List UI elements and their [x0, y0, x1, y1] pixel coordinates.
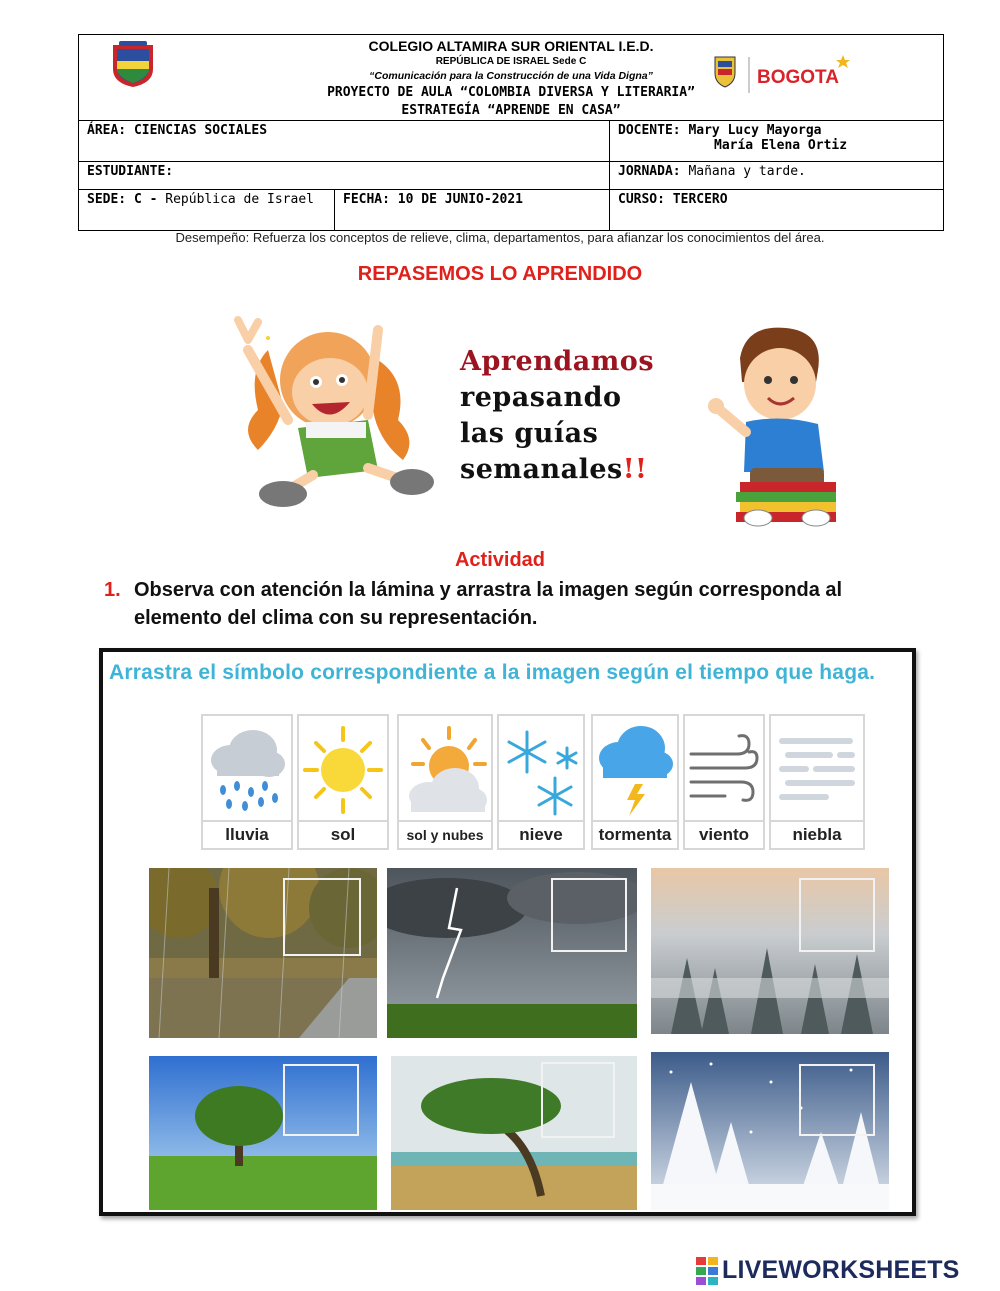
docente-label: DOCENTE: — [618, 123, 681, 138]
activity-frame — [99, 648, 916, 1216]
row-sede-fecha-curso — [79, 190, 943, 230]
estudiante-cell[interactable] — [79, 162, 610, 189]
snowflake-icon — [499, 718, 583, 822]
section-title: REPASEMOS LO APRENDIDO — [357, 263, 643, 285]
project-title: PROYECTO DE AULA “COLOMBIA DIVERSA Y LITERARIA” — [327, 85, 695, 100]
strategy-title: ESTRATEGÍA “APRENDE EN CASA” — [401, 103, 621, 118]
header-school-block — [79, 35, 943, 121]
liveworksheets-logo-icon — [696, 1257, 720, 1285]
header-table — [78, 34, 944, 231]
area-cell — [79, 121, 610, 161]
symbol-card-viento[interactable] — [683, 714, 765, 850]
area-label: ÁREA: — [87, 123, 127, 138]
symbol-label: lluvia — [203, 820, 291, 848]
banner-line-3: las guías — [460, 418, 599, 449]
storm-cloud-icon — [593, 718, 677, 822]
drop-zone-3[interactable] — [799, 878, 875, 952]
sede-value: República de Israel — [165, 192, 314, 207]
area-value: CIENCIAS SOCIALES — [133, 123, 268, 138]
symbol-card-lluvia[interactable] — [201, 714, 293, 850]
photo-snowy-forest — [651, 1052, 889, 1210]
curso-label: CURSO: TERCERO — [618, 192, 728, 207]
banner-line-4: semanales — [460, 454, 623, 485]
photo-sunny-tree — [149, 1056, 377, 1210]
photo-rainy-park — [149, 868, 377, 1038]
docente-name-2: María Elena Ortiz — [714, 138, 848, 153]
school-motto: “Comunicación para la Construcción de una Vida Digna” — [369, 70, 653, 82]
photo-lightning-storm — [387, 868, 637, 1038]
boy-illustration — [706, 322, 846, 530]
symbol-card-niebla[interactable] — [769, 714, 865, 850]
estudiante-label: ESTUDIANTE: — [87, 164, 174, 179]
instruction-number: 1. — [104, 579, 121, 601]
bogota-logo-text: BOGOTA — [757, 67, 839, 88]
photo-foggy-forest — [651, 868, 889, 1034]
row-area-docente — [79, 121, 943, 162]
banner-line-1: Aprendamos — [460, 346, 655, 377]
instruction-text: Observa con atención la lámina y arrastra la imagen según corresponda al elemento del clima con su representación. — [134, 579, 843, 629]
desempeno-text: Desempeño: Refuerza los conceptos de relieve, clima, departamentos, para afianzar los conocimientos del área. — [175, 230, 825, 245]
symbol-card-tormenta[interactable] — [591, 714, 679, 850]
bogota-logo — [709, 49, 859, 99]
row-estudiante-jornada — [79, 162, 943, 190]
jornada-value: Mañana y tarde. — [688, 164, 806, 179]
wind-icon — [685, 718, 763, 822]
motivation-banner — [460, 344, 720, 488]
symbol-bank — [201, 714, 869, 850]
symbol-label: tormenta — [593, 820, 677, 848]
sun-icon — [299, 718, 387, 822]
drop-zone-6[interactable] — [799, 1064, 875, 1136]
jornada-cell — [610, 162, 943, 189]
exercise-title: Arrastra el símbolo correspondiente a la imagen según el tiempo que haga. — [109, 661, 876, 684]
symbol-card-sol[interactable] — [297, 714, 389, 850]
girl-illustration — [228, 310, 440, 512]
fecha-label: FECHA: 10 DE JUNIO-2021 — [343, 192, 524, 207]
photo-windy-tree — [391, 1056, 637, 1210]
sun-cloud-icon — [399, 718, 491, 822]
brand-text: LIVEWORKSHEETS — [722, 1256, 960, 1284]
jornada-label: JORNADA: — [618, 164, 681, 179]
symbol-label: sol — [299, 820, 387, 848]
activity-title: Actividad — [454, 549, 546, 571]
docente-name-1: Mary Lucy Mayorga — [688, 123, 822, 138]
drop-zone-1[interactable] — [283, 878, 361, 956]
fecha-cell — [335, 190, 610, 230]
symbol-label: sol y nubes — [399, 820, 491, 848]
drop-zone-4[interactable] — [283, 1064, 359, 1136]
symbol-card-sol-y-nubes[interactable] — [397, 714, 493, 850]
drop-zone-2[interactable] — [551, 878, 627, 952]
curso-cell — [610, 190, 943, 230]
docente-cell — [610, 121, 943, 161]
school-name: COLEGIO ALTAMIRA SUR ORIENTAL I.E.D. — [368, 38, 654, 54]
symbol-label: niebla — [771, 820, 863, 848]
symbol-label: viento — [685, 820, 763, 848]
symbol-label: nieve — [499, 820, 583, 848]
liveworksheets-brand — [696, 1256, 996, 1286]
instruction-block — [104, 576, 934, 632]
sede-label: SEDE: C - — [87, 192, 158, 207]
banner-line-2: repasando — [460, 382, 622, 413]
fog-icon — [771, 718, 863, 822]
sede-cell — [79, 190, 335, 230]
drop-zone-5[interactable] — [541, 1062, 615, 1138]
rain-cloud-icon — [203, 718, 291, 822]
sede-line: REPÚBLICA DE ISRAEL Sede C — [435, 56, 587, 67]
banner-exclaim: !! — [622, 454, 648, 485]
symbol-card-nieve[interactable] — [497, 714, 585, 850]
